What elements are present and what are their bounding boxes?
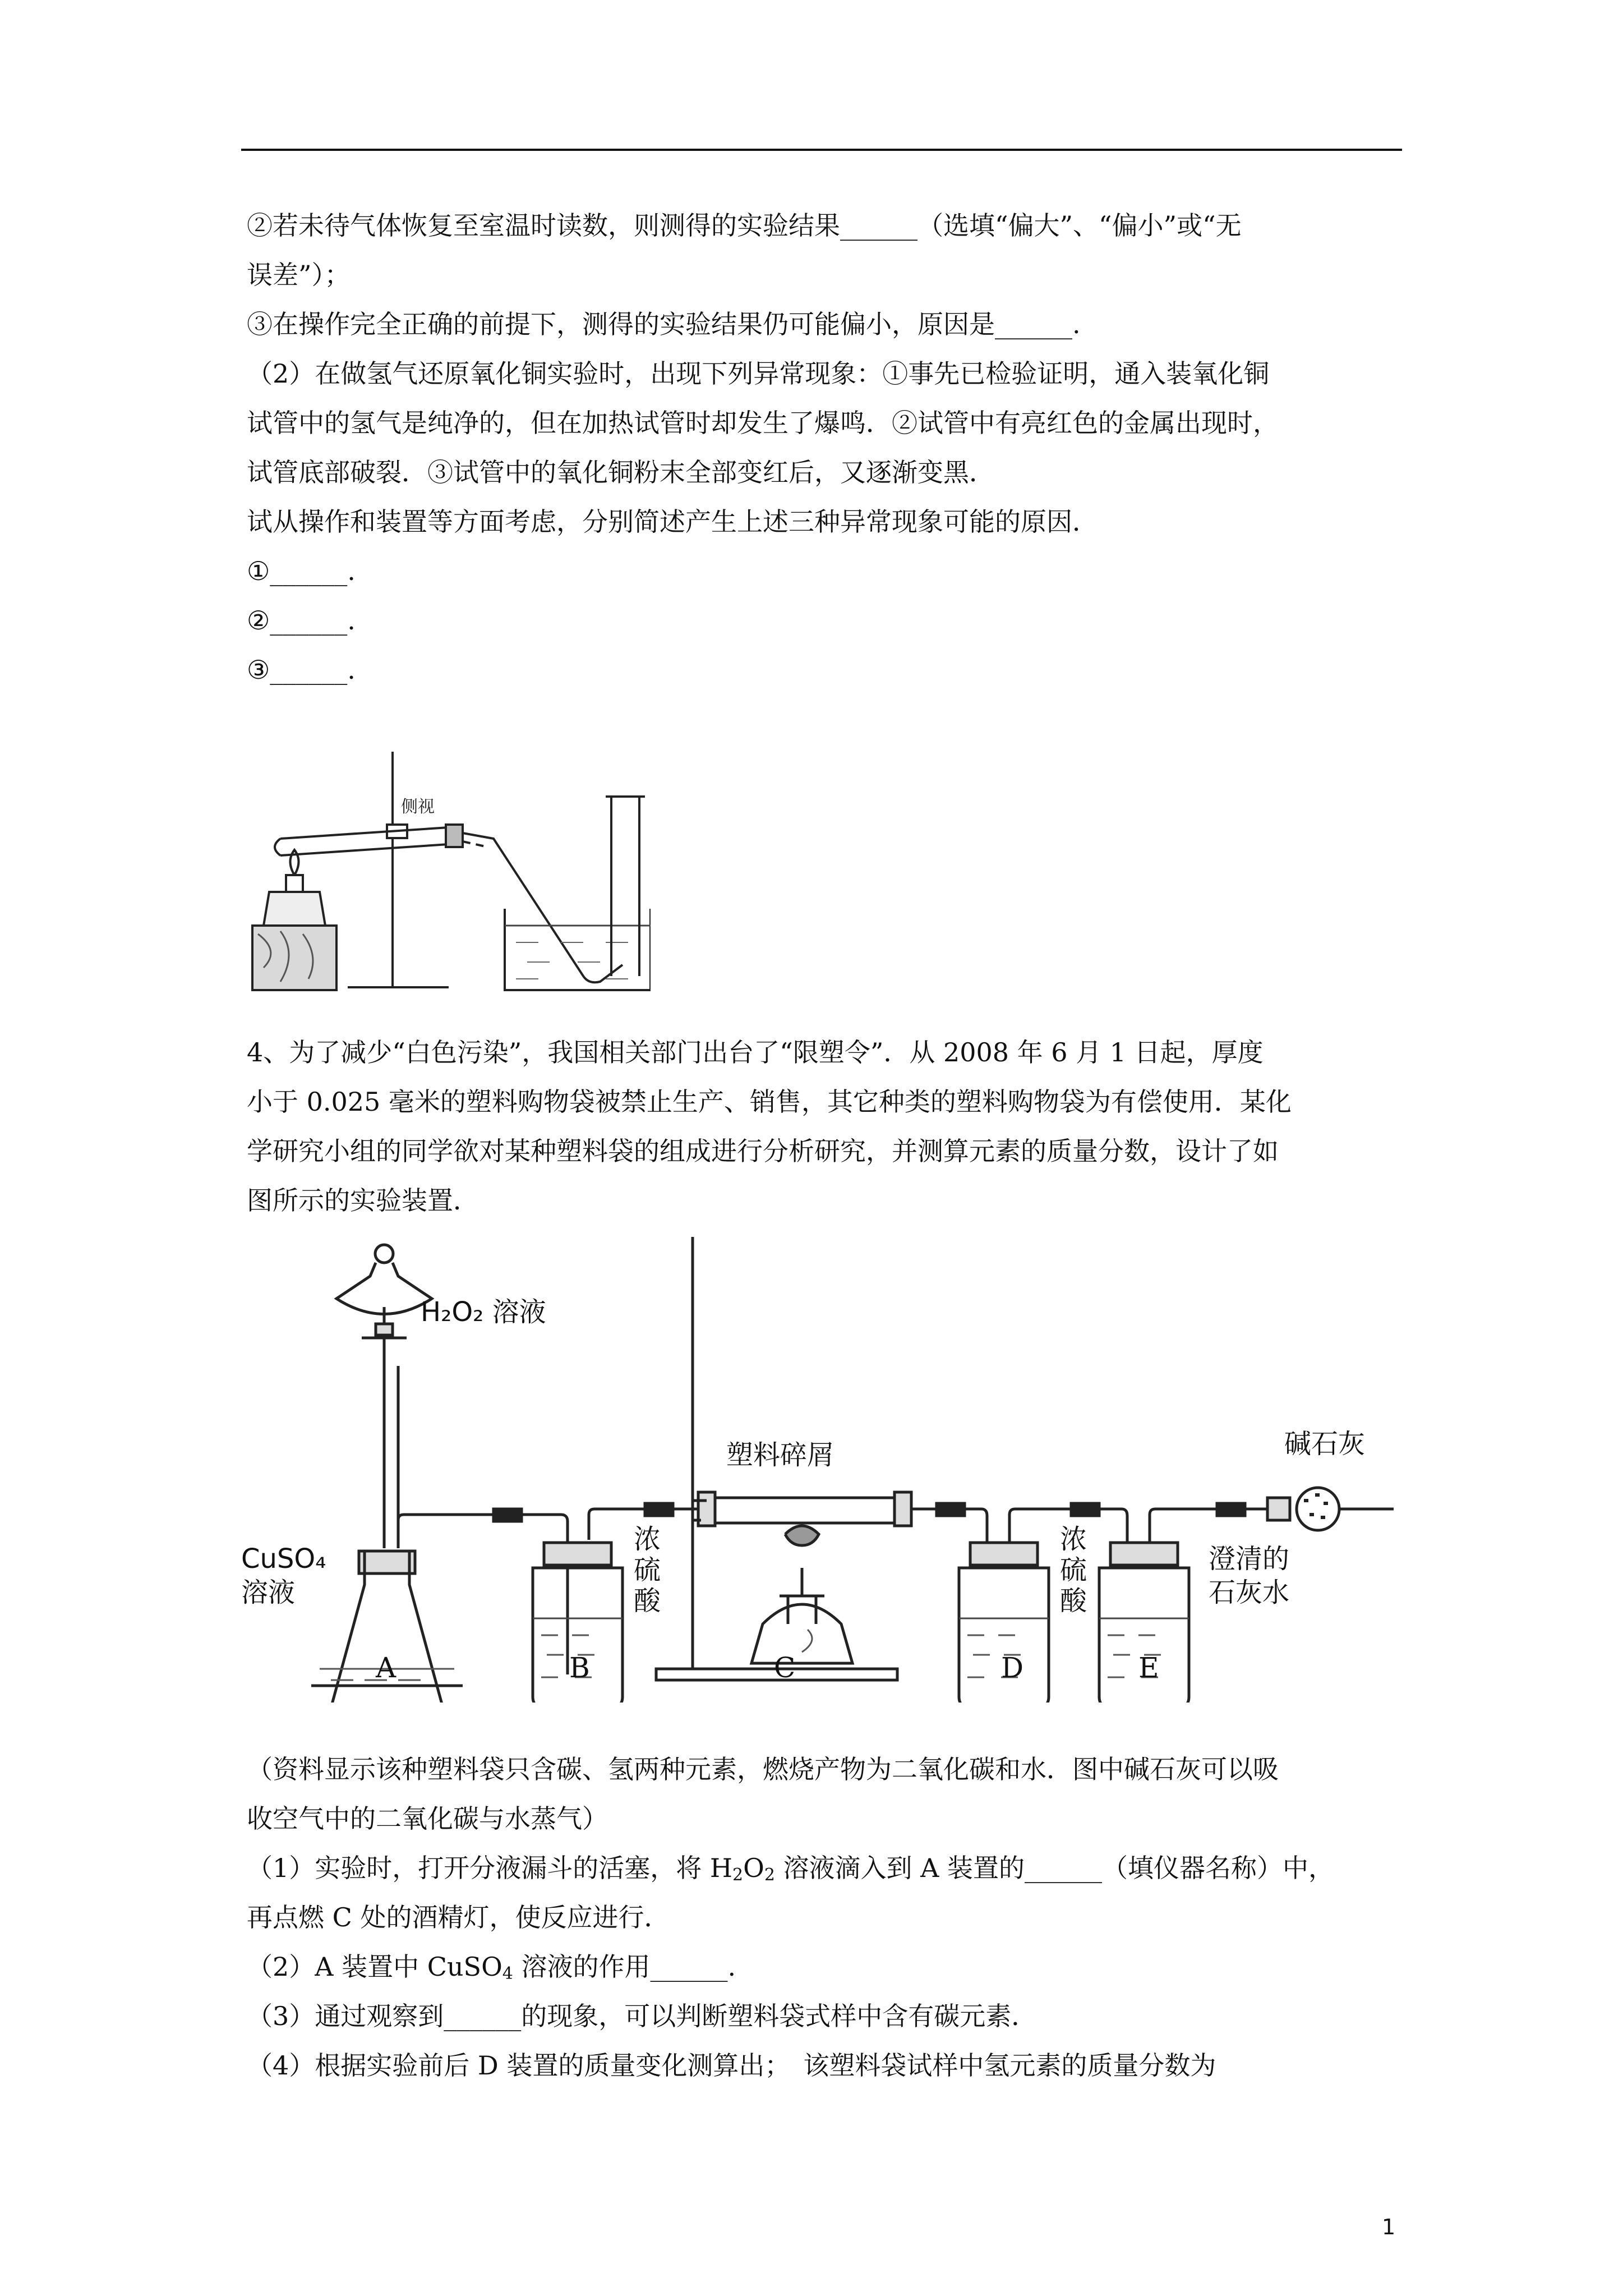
cuso4-label-2: 溶液 — [241, 1577, 296, 1608]
svg-text:石灰水: 石灰水 — [1209, 1577, 1290, 1608]
plastic-label: 塑料碎屑 — [726, 1439, 834, 1471]
answer-line-1: ①______. — [247, 556, 356, 586]
acid-d-label: 浓 — [1060, 1524, 1087, 1555]
answer-line-2: ②______. — [247, 605, 356, 636]
label-e: E — [1138, 1651, 1159, 1684]
svg-text:硫: 硫 — [1060, 1554, 1087, 1586]
label-d: D — [1001, 1651, 1024, 1684]
text-line: （2）A 装置中 CuSO$_4$ 溶液的作用______. — [247, 1952, 736, 1984]
text-line: ②若未待气体恢复至室温时读数，则测得的实验结果______（选填“偏大”、“偏小”或“无 — [247, 210, 1242, 241]
text-line: 试管底部破裂．③试管中的氧化铜粉末全部变红后，又逐渐变黑． — [247, 457, 995, 487]
page-number: 1 — [1382, 2215, 1396, 2239]
text-line: 学研究小组的同学欲对某种塑料袋的组成进行分析研究，并测算元素的质量分数，设计了如 — [247, 1136, 1279, 1166]
svg-text:酸: 酸 — [634, 1585, 661, 1617]
acid-b-label: 浓 — [634, 1524, 661, 1555]
svg-text:酸: 酸 — [1060, 1585, 1087, 1617]
text-line: 试管中的氢气是纯净的，但在加热试管时却发生了爆鸣．②试管中有亮红色的金属出现时， — [247, 408, 1279, 438]
text-line: 误差”）； — [247, 260, 351, 290]
side-view-label: 侧视 — [401, 797, 435, 817]
label-a: A — [376, 1651, 396, 1684]
label-b: B — [569, 1651, 590, 1684]
text-line: 收空气中的二氧化碳与水蒸气） — [247, 1803, 608, 1834]
alcohol-lamp — [264, 892, 325, 926]
h2o2-label: H₂O₂ 溶液 — [421, 1296, 546, 1328]
text-line: 试从操作和装置等方面考虑，分别简述产生上述三种异常现象可能的原因． — [247, 507, 1098, 537]
header-rule — [241, 149, 1402, 151]
text-line: （资料显示该种塑料袋只含碳、氢两种元素，燃烧产物为二氧化碳和水．图中碱石灰可以吸 — [247, 1754, 1279, 1784]
sodalime-label: 碱石灰 — [1284, 1428, 1366, 1460]
delivery-tube — [463, 833, 623, 982]
wood-block — [252, 926, 336, 990]
svg-text:硫: 硫 — [634, 1554, 661, 1586]
water-trough — [505, 909, 651, 990]
text-line: 4、为了减少“白色污染”，我国相关部门出台了“限塑令”．从 2008 年 6 月 1 日起，厚度 — [247, 1037, 1264, 1068]
text-line: 小于 0.025 毫米的塑料购物袋被禁止生产、销售，其它种类的塑料购物袋为有偿使用．某化 — [247, 1087, 1292, 1117]
soda-lime-tube — [1245, 1488, 1394, 1530]
text-line: 图所示的实验装置． — [247, 1185, 479, 1216]
answer-line-3: ③______. — [247, 655, 356, 685]
gas-cylinder — [606, 797, 645, 976]
text-line: ③在操作完全正确的前提下，测得的实验结果仍可能偏小，原因是______. — [247, 309, 1081, 339]
text-line: （1）实验时，打开分液漏斗的活塞，将 $H_2O_2$ 溶液滴入到 A 装置的______（填仪器名称）中， — [247, 1853, 1335, 1885]
label-c: C — [774, 1651, 796, 1684]
text-line: （2）在做氢气还原氧化铜实验时，出现下列异常现象：①事先已检验证明，通入装氧化铜 — [247, 358, 1270, 389]
lime-water-label: 澄清的 — [1209, 1543, 1290, 1575]
iron-stand — [348, 752, 449, 987]
text-line: 再点燃 C 处的酒精灯，使反应进行． — [247, 1902, 670, 1932]
cuso4-label: CuSO₄ — [241, 1543, 326, 1575]
figure-plastic-analysis — [241, 1237, 1408, 1703]
text-line: （3）通过观察到______的现象，可以判断塑料袋式样中含有碳元素． — [247, 2001, 1038, 2031]
test-tube — [275, 827, 449, 855]
figure-gas-collection — [247, 740, 651, 999]
text-line: （4）根据实验前后 D 装置的质量变化测算出； 该塑料袋试样中氢元素的质量分数为 — [247, 2050, 1216, 2081]
